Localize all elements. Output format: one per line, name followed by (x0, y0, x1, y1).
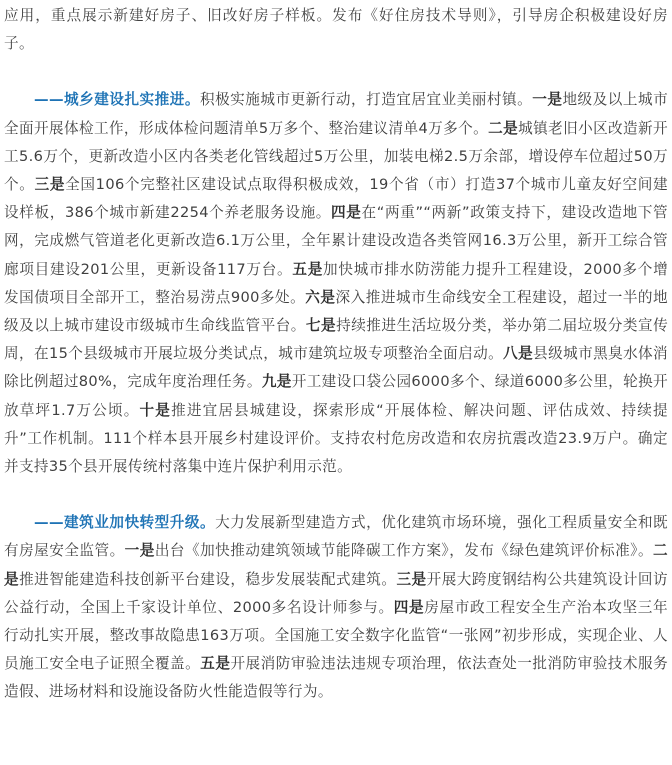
ordinal-keyword: 三是 (396, 570, 427, 588)
section-heading-urban-rural: ——城乡建设扎实推进。 (34, 91, 200, 109)
sentence: 推进宜居县城建设，探索形成“开展体检、解决问题、评估成效、持续提升”工作机制。111个样本县开展乡村建设评价。支持农村危房改造和农房抗震改造23.9万户。确定并支持35个县开展传统村落集中连片保护利用示范。 (4, 401, 669, 476)
sentence: 在“两重”“两新”政策支持下，建设改造地下管网，完成燃气管道老化更新改造6.1万公里，全年累计建设改造各类管网16.3万公里，新开工综合管廊项目建设201公里，更新设备117万台。 (4, 204, 669, 278)
ordinal-keyword: 八是 (503, 345, 534, 363)
paragraph-urban-rural (4, 86, 668, 481)
sentence: 推进智能建造科技创新平台建设，稳步发展装配式建筑。 (19, 570, 397, 588)
section-heading-construction: ——建筑业加快转型升级。 (34, 514, 216, 532)
ordinal-keyword: 一是 (124, 542, 155, 560)
ordinal-keyword: 四是 (331, 204, 362, 222)
paragraph-gap (4, 481, 668, 509)
ordinal-keyword: 六是 (305, 288, 336, 306)
sentence: 积极实施城市更新行动，打造宜居宜业美丽村镇。 (199, 91, 533, 109)
ordinal-keyword: 三是 (34, 176, 66, 194)
paragraph-intro (4, 2, 668, 58)
ordinal-keyword: 一是 (532, 91, 563, 109)
ordinal-keyword: 二是 (488, 119, 519, 137)
ordinal-keyword: 五是 (200, 655, 231, 673)
ordinal-keyword: 十是 (139, 401, 172, 419)
sentence: 城镇老旧小区改造新开工5.6万个，更新改造小区内各类老化管线超过5万公里，加装电梯2.5万余部，增设停车位超过50万个。 (4, 119, 668, 194)
ordinal-keyword: 九是 (261, 373, 292, 391)
sentence: 出台《加快推动建筑领域节能降碳工作方案》，发布《绿色建筑评价标准》。 (154, 542, 654, 560)
sentence: 开工建设口袋公园6000多个、绿道6000多公里，轮换开放草坪1.7万公顷。 (4, 373, 668, 419)
sentence: 全国106个完整社区建设试点取得积极成效，19个省（市）打造37个城市儿童友好空间建设样板，386个城市新建2254个养老服务设施。 (4, 176, 668, 222)
sentence: 开展消防审验违法违规专项治理，依法查处一批消防审验技术服务造假、进场材料和设施设备防火性能造假等行为。 (4, 655, 669, 701)
sentence: 大力发展新型建造方式，优化建筑市场环境，强化工程质量安全和既有房屋安全监管。 (4, 514, 668, 560)
ordinal-keyword: 四是 (393, 598, 425, 616)
sentence: 加快城市排水防涝能力提升工程建设，2000多个增发国债项目全部开工，整治易涝点900多处。 (4, 260, 669, 306)
sentence: 开展大跨度钢结构公共建筑设计回访公益行动，全国上千家设计单位、2000多名设计师参与。 (4, 570, 668, 616)
sentence: 持续推进生活垃圾分类，举办第二届垃圾分类宣传周，在15个县级城市开展垃圾分类试点，城市建筑垃圾专项整治全面启动。 (4, 317, 669, 363)
sentence: 深入推进城市生命线安全工程建设，超过一半的地级及以上城市建设市级城市生命线监管平台。 (4, 288, 668, 335)
ordinal-keyword: 七是 (305, 317, 337, 335)
sentence: 房屋市政工程安全生产治本攻坚三年行动扎实开展，整改事故隐患163万项。全国施工安全数字化监管“一张网”初步形成，实现企业、人员施工安全电子证照全覆盖。 (4, 598, 669, 673)
ordinal-keyword: 二是 (4, 542, 668, 588)
sentence: 地级及以上城市全面开展体检工作，形成体检问题清单5万多个、整治建议清单4万多个。 (4, 91, 669, 137)
sentence: 县级城市黑臭水体消除比例超过80%，完成年度治理任务。 (4, 345, 668, 391)
paragraph-text: 应用，重点展示新建好房子、旧改好房子样板。发布《好住房技术导则》，引导房企积极建设好房子。 (4, 7, 668, 53)
paragraph-gap (4, 58, 668, 86)
paragraph-construction (4, 509, 668, 706)
ordinal-keyword: 五是 (292, 260, 324, 278)
